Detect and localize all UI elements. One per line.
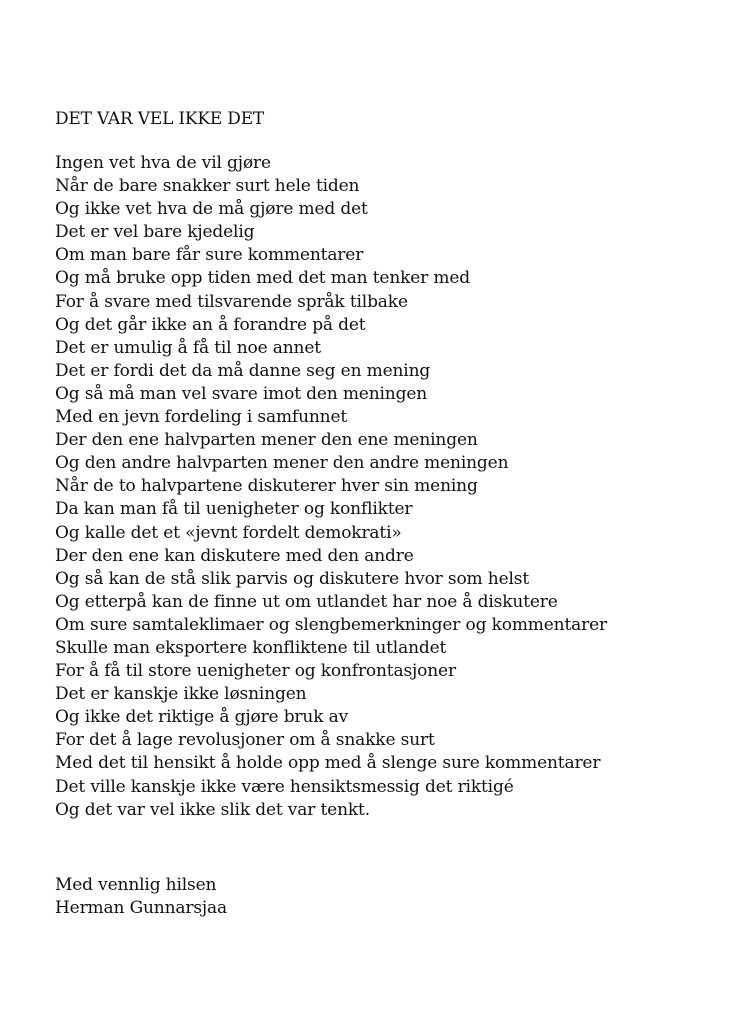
poem-body (55, 152, 607, 822)
poem-line: For å svare med tilsvarende språk tilbake (55, 291, 408, 312)
poem-title: DET VAR VEL IKKE DET (55, 109, 265, 129)
poem-line: Da kan man få til uenigheter og konflikter (55, 499, 413, 520)
author-name: Herman Gunnarsjaa (55, 898, 228, 918)
poem-line: Og det var vel ikke slik det var tenkt. (55, 799, 370, 820)
poem-line: For det å lage revolusjoner om å snakke surt (55, 730, 435, 751)
poem-line: Ingen vet hva de vil gjøre (55, 153, 271, 173)
poem-line: Og etterpå kan de finne ut om utlandet har noe å diskutere (55, 591, 558, 612)
poem-line: Og ikke det riktige å gjøre bruk av (55, 707, 349, 728)
poem-line: Når de to halvpartene diskuterer hver sin mening (55, 476, 478, 497)
closing-greeting: Med vennlig hilsen (55, 875, 217, 895)
poem-line: Med det til hensikt å holde opp med å slenge sure kommentarer (55, 753, 601, 774)
poem-line: Og så må man vel svare imot den meningen (55, 383, 428, 404)
poem-line: Det ville kanskje ikke være hensiktsmessig det riktigé (55, 776, 514, 797)
poem-line: Når de bare snakker surt hele tiden (55, 176, 360, 197)
closing-signature (55, 874, 227, 920)
poem-line: Og så kan de stå slik parvis og diskutere hvor som helst (55, 568, 530, 589)
poem-line: For å få til store uenigheter og konfrontasjoner (55, 661, 456, 682)
poem-line: Om sure samtaleklimaer og slengbemerkninger og kommentarer (55, 614, 608, 635)
poem-line: Det er fordi det da må danne seg en mening (55, 360, 431, 381)
poem-line: Der den ene halvparten mener den ene meningen (55, 430, 478, 451)
poem-line: Med en jevn fordeling i samfunnet (55, 407, 348, 428)
poem-line: Det er kanskje ikke løsningen (55, 684, 307, 705)
poem-line: Og den andre halvparten mener den andre meningen (55, 453, 509, 474)
poem-line: Skulle man eksportere konfliktene til utlandet (55, 637, 447, 658)
poem-line: Og må bruke opp tiden med det man tenker med (55, 268, 471, 289)
poem-line: Og kalle det et «jevnt fordelt demokrati» (55, 522, 402, 543)
poem-line: Og det går ikke an å forandre på det (55, 314, 366, 335)
poem-line: Om man bare får sure kommentarer (55, 245, 364, 266)
poem-line: Det er umulig å få til noe annet (55, 337, 321, 358)
poem-line: Og ikke vet hva de må gjøre med det (55, 199, 368, 220)
poem-line: Det er vel bare kjedelig (55, 222, 255, 243)
poem-line: Der den ene kan diskutere med den andre (55, 545, 414, 566)
